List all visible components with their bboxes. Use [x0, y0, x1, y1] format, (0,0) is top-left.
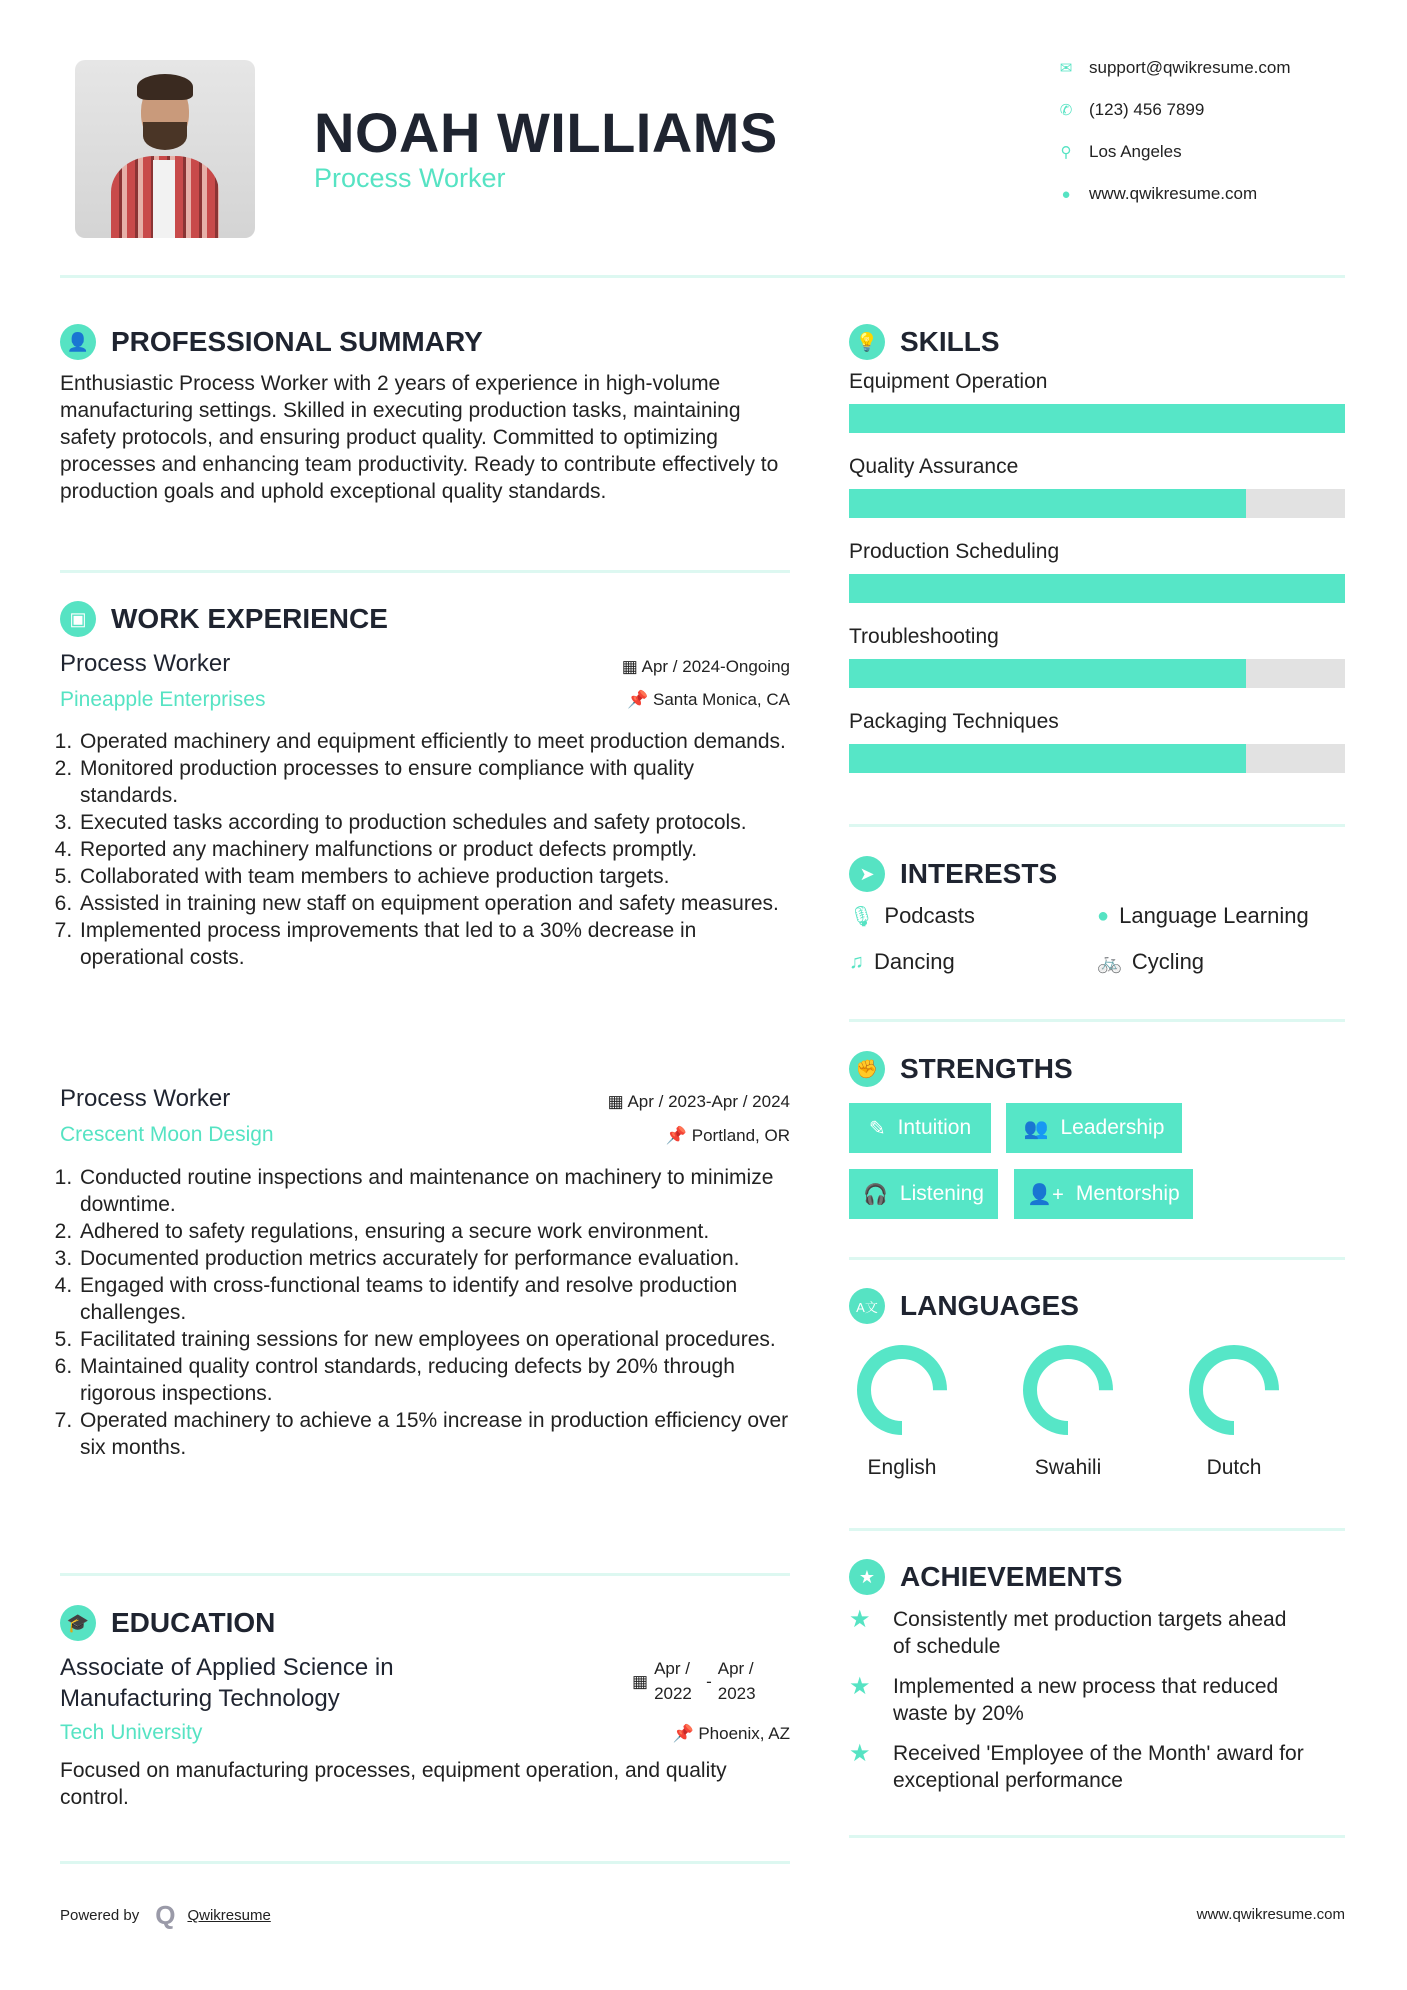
footer-powered-by — [60, 1900, 271, 1931]
language-level-arc — [1030, 1352, 1106, 1428]
heading-text: EDUCATION — [111, 1607, 276, 1638]
list-item: 6. Maintained quality control standards, reducing defects by 20% through rigorous inspections. — [78, 1353, 795, 1407]
skill-bar — [849, 404, 1345, 433]
paper-plane-icon: ➤ — [849, 856, 885, 892]
language-name: Dutch — [1206, 1456, 1262, 1479]
lightbulb-icon: 💡 — [849, 324, 885, 360]
map-pin-icon: ⚲ — [1060, 144, 1072, 161]
achievement-item — [849, 1673, 1309, 1727]
section-heading-interests — [849, 856, 1057, 892]
section-heading-strengths — [849, 1051, 1073, 1087]
brand-link[interactable]: Qwikresume — [187, 1907, 271, 1924]
list-item: 4. Engaged with cross-functional teams to identify and resolve production challenges. — [78, 1272, 795, 1326]
users-icon: 👥 — [1023, 1117, 1049, 1140]
qwikresume-logo-icon: Q — [155, 1900, 176, 1930]
header-divider — [60, 275, 1345, 278]
phone-icon: ✆ — [1059, 102, 1073, 119]
language-item — [837, 1340, 967, 1480]
strength-tag — [1014, 1169, 1193, 1219]
user-plus-icon: 👤+ — [1027, 1183, 1064, 1206]
footer-website[interactable]: www.qwikresume.com — [1196, 1906, 1345, 1923]
skill-item — [849, 540, 1345, 625]
education-location — [672, 1724, 790, 1744]
envelope-icon: ✉ — [1059, 60, 1073, 77]
user-icon: 👤 — [60, 324, 96, 360]
contact-text: support@qwikresume.com — [1089, 58, 1291, 77]
skill-name: Quality Assurance — [849, 455, 1019, 478]
pin-icon: 📌 — [665, 1126, 692, 1145]
briefcase-icon: ▣ — [60, 601, 96, 637]
end-date: Apr / 2023 — [717, 1659, 756, 1703]
strength-tag — [849, 1169, 998, 1219]
skills-list — [849, 370, 1345, 795]
candidate-name: NOAH WILLIAMS — [314, 101, 778, 164]
location-text: Santa Monica, CA — [652, 690, 790, 709]
calendar-icon: ▦ — [607, 1092, 628, 1111]
skill-name: Troubleshooting — [849, 625, 999, 648]
language-name: English — [867, 1456, 937, 1479]
heading-text: WORK EXPERIENCE — [111, 603, 388, 634]
achievement-text: Received 'Employee of the Month' award for exceptional performance — [893, 1742, 1304, 1792]
section-heading-achievements — [849, 1559, 1122, 1595]
education-date — [632, 1656, 764, 1706]
contact-email[interactable] — [1055, 58, 1291, 78]
list-item: 2. Monitored production processes to ensure compliance with quality standards. — [78, 755, 795, 809]
language-level-ring — [1018, 1340, 1118, 1440]
globe-icon: ● — [1061, 185, 1071, 203]
divider — [849, 1019, 1345, 1022]
language-icon: A文 — [849, 1288, 885, 1324]
contact-text: Los Angeles — [1089, 142, 1182, 161]
calendar-icon: ▦ — [621, 657, 642, 676]
tag-label: Listening — [899, 1182, 984, 1205]
calendar-icon: ▦ — [632, 1671, 649, 1691]
divider — [849, 824, 1345, 827]
section-heading-languages — [849, 1288, 1079, 1324]
powered-by-text: Powered by — [60, 1907, 140, 1924]
interest-label: Cycling — [1131, 949, 1205, 974]
list-item: 7. Implemented process improvements that led to a 30% decrease in operational costs. — [78, 917, 795, 971]
languages-list — [837, 1340, 1299, 1480]
location-text: Phoenix, AZ — [698, 1724, 790, 1743]
skill-bar — [849, 489, 1345, 518]
interest-cycling — [1097, 949, 1204, 975]
skill-bar — [849, 574, 1345, 603]
star-icon: ★ — [849, 1740, 871, 1767]
skill-name: Equipment Operation — [849, 370, 1048, 393]
pin-icon: 📌 — [627, 690, 653, 709]
skill-bar-fill — [849, 659, 1246, 688]
interest-dancing — [849, 949, 955, 975]
location-text: Portland, OR — [691, 1126, 790, 1145]
date-separator: - — [706, 1671, 712, 1691]
contact-text: (123) 456 7899 — [1089, 100, 1205, 119]
graduate-icon: 🎓 — [60, 1605, 96, 1641]
heading-text: PROFESSIONAL SUMMARY — [111, 326, 483, 357]
achievement-item — [849, 1740, 1309, 1794]
heading-text: SKILLS — [900, 326, 1000, 357]
list-item: 5. Collaborated with team members to achieve production targets. — [78, 863, 795, 890]
section-heading-education — [60, 1605, 275, 1641]
language-name: Swahili — [1034, 1456, 1102, 1479]
interest-language-learning — [1097, 903, 1309, 929]
globe-icon: ● — [1097, 904, 1110, 927]
job-title: Process Worker — [60, 1085, 231, 1112]
star-icon: ★ — [849, 1673, 871, 1700]
achievement-item — [849, 1606, 1309, 1660]
heading-text: STRENGTHS — [900, 1053, 1073, 1084]
company-name: Pineapple Enterprises — [60, 688, 266, 711]
strength-tag — [849, 1103, 991, 1153]
contact-phone — [1055, 100, 1204, 120]
divider — [60, 570, 790, 573]
language-level-arc — [1196, 1352, 1272, 1428]
pin-icon: 📌 — [672, 1724, 699, 1743]
list-item: 3. Documented production metrics accurately for performance evaluation. — [78, 1245, 795, 1272]
fist-icon: ✊ — [849, 1051, 885, 1087]
language-level-ring — [852, 1340, 952, 1440]
section-heading-experience — [60, 601, 388, 637]
list-item: 5. Facilitated training sessions for new employees on operational procedures. — [78, 1326, 795, 1353]
tag-label: Mentorship — [1075, 1182, 1180, 1205]
divider — [849, 1835, 1345, 1838]
divider — [60, 1861, 790, 1864]
start-date: Apr / 2022 — [654, 1659, 692, 1703]
language-item — [1169, 1340, 1299, 1480]
interest-podcasts — [849, 903, 975, 929]
microphone-icon: 🎙 — [849, 905, 875, 928]
language-level-ring — [1184, 1340, 1284, 1440]
interest-label: Language Learning — [1119, 903, 1309, 928]
profile-photo — [75, 60, 255, 238]
language-item — [1003, 1340, 1133, 1480]
section-heading-summary — [60, 324, 483, 360]
contact-location — [1055, 142, 1182, 162]
headphones-icon: 🎧 — [863, 1183, 888, 1206]
school-name: Tech University — [60, 1721, 203, 1744]
contact-website[interactable] — [1055, 184, 1257, 204]
candidate-title: Process Worker — [314, 163, 506, 193]
list-item: 1. Operated machinery and equipment efficiently to meet production demands. — [78, 728, 795, 755]
list-item: 2. Adhered to safety regulations, ensuring a secure work environment. — [78, 1218, 795, 1245]
language-level-arc — [864, 1352, 940, 1428]
star-icon: ★ — [849, 1606, 871, 1633]
interest-label: Podcasts — [884, 903, 975, 928]
achievement-text: Implemented a new process that reduced waste by 20% — [893, 1675, 1279, 1725]
music-note-icon: ♫ — [849, 950, 864, 973]
interest-label: Dancing — [874, 949, 955, 974]
job-location — [666, 1126, 790, 1146]
list-item: 4. Reported any machinery malfunctions or product defects promptly. — [78, 836, 795, 863]
company-name: Crescent Moon Design — [60, 1123, 274, 1146]
skill-bar-fill — [849, 404, 1345, 433]
divider — [849, 1257, 1345, 1260]
list-item: 7. Operated machinery to achieve a 15% increase in production efficiency over six months. — [78, 1407, 795, 1461]
contact-text: www.qwikresume.com — [1089, 184, 1258, 203]
star-badge-icon: ★ — [849, 1559, 885, 1595]
heading-text: LANGUAGES — [900, 1290, 1079, 1321]
skill-bar — [849, 744, 1345, 773]
job-location — [627, 690, 790, 710]
date-text: Apr / 2024-Ongoing — [641, 657, 790, 676]
skill-item — [849, 625, 1345, 710]
list-item: 1. Conducted routine inspections and maintenance on machinery to minimize downtime. — [78, 1164, 795, 1218]
job-date — [622, 657, 790, 677]
skill-bar — [849, 659, 1345, 688]
skill-item — [849, 455, 1345, 540]
strength-tag — [1006, 1103, 1182, 1153]
heading-text: ACHIEVEMENTS — [900, 1561, 1123, 1592]
job-bullets — [60, 1164, 795, 1461]
summary-text: Enthusiastic Process Worker with 2 years of experience in high-volume manufacturing settings. Skilled in executing production tasks, maintaining safety protocols, and ensuring product quality. Committed to optimizing processes and enhancing team productivity. Ready to contribute effectively to production goals and uphold exceptional quality standards. — [60, 372, 779, 503]
divider — [849, 1528, 1345, 1531]
education-description: Focused on manufacturing processes, equipment operation, and quality control. — [60, 1759, 727, 1809]
skill-name: Packaging Techniques — [849, 710, 1059, 733]
skill-bar-fill — [849, 574, 1345, 603]
divider — [60, 1573, 790, 1576]
date-text: Apr / 2023-Apr / 2024 — [627, 1092, 790, 1111]
section-heading-skills — [849, 324, 1000, 360]
magic-wand-icon: ✎ — [868, 1117, 886, 1140]
heading-text: INTERESTS — [900, 858, 1058, 889]
skill-item — [849, 370, 1345, 455]
list-item: 6. Assisted in training new staff on equipment operation and safety measures. — [78, 890, 795, 917]
job-date — [608, 1092, 790, 1112]
skill-bar-fill — [849, 489, 1246, 518]
tag-label: Intuition — [897, 1116, 972, 1139]
degree-title: Associate of Applied Science in Manufacturing Technology — [60, 1654, 394, 1712]
job-title: Process Worker — [60, 650, 231, 677]
skill-name: Production Scheduling — [849, 540, 1060, 563]
skill-bar-fill — [849, 744, 1246, 773]
skill-item — [849, 710, 1345, 795]
bicycle-icon: 🚲 — [1097, 951, 1122, 974]
tag-label: Leadership — [1060, 1116, 1165, 1139]
job-bullets — [60, 728, 795, 971]
list-item: 3. Executed tasks according to production schedules and safety protocols. — [78, 809, 795, 836]
achievement-text: Consistently met production targets ahead of schedule — [893, 1608, 1287, 1658]
